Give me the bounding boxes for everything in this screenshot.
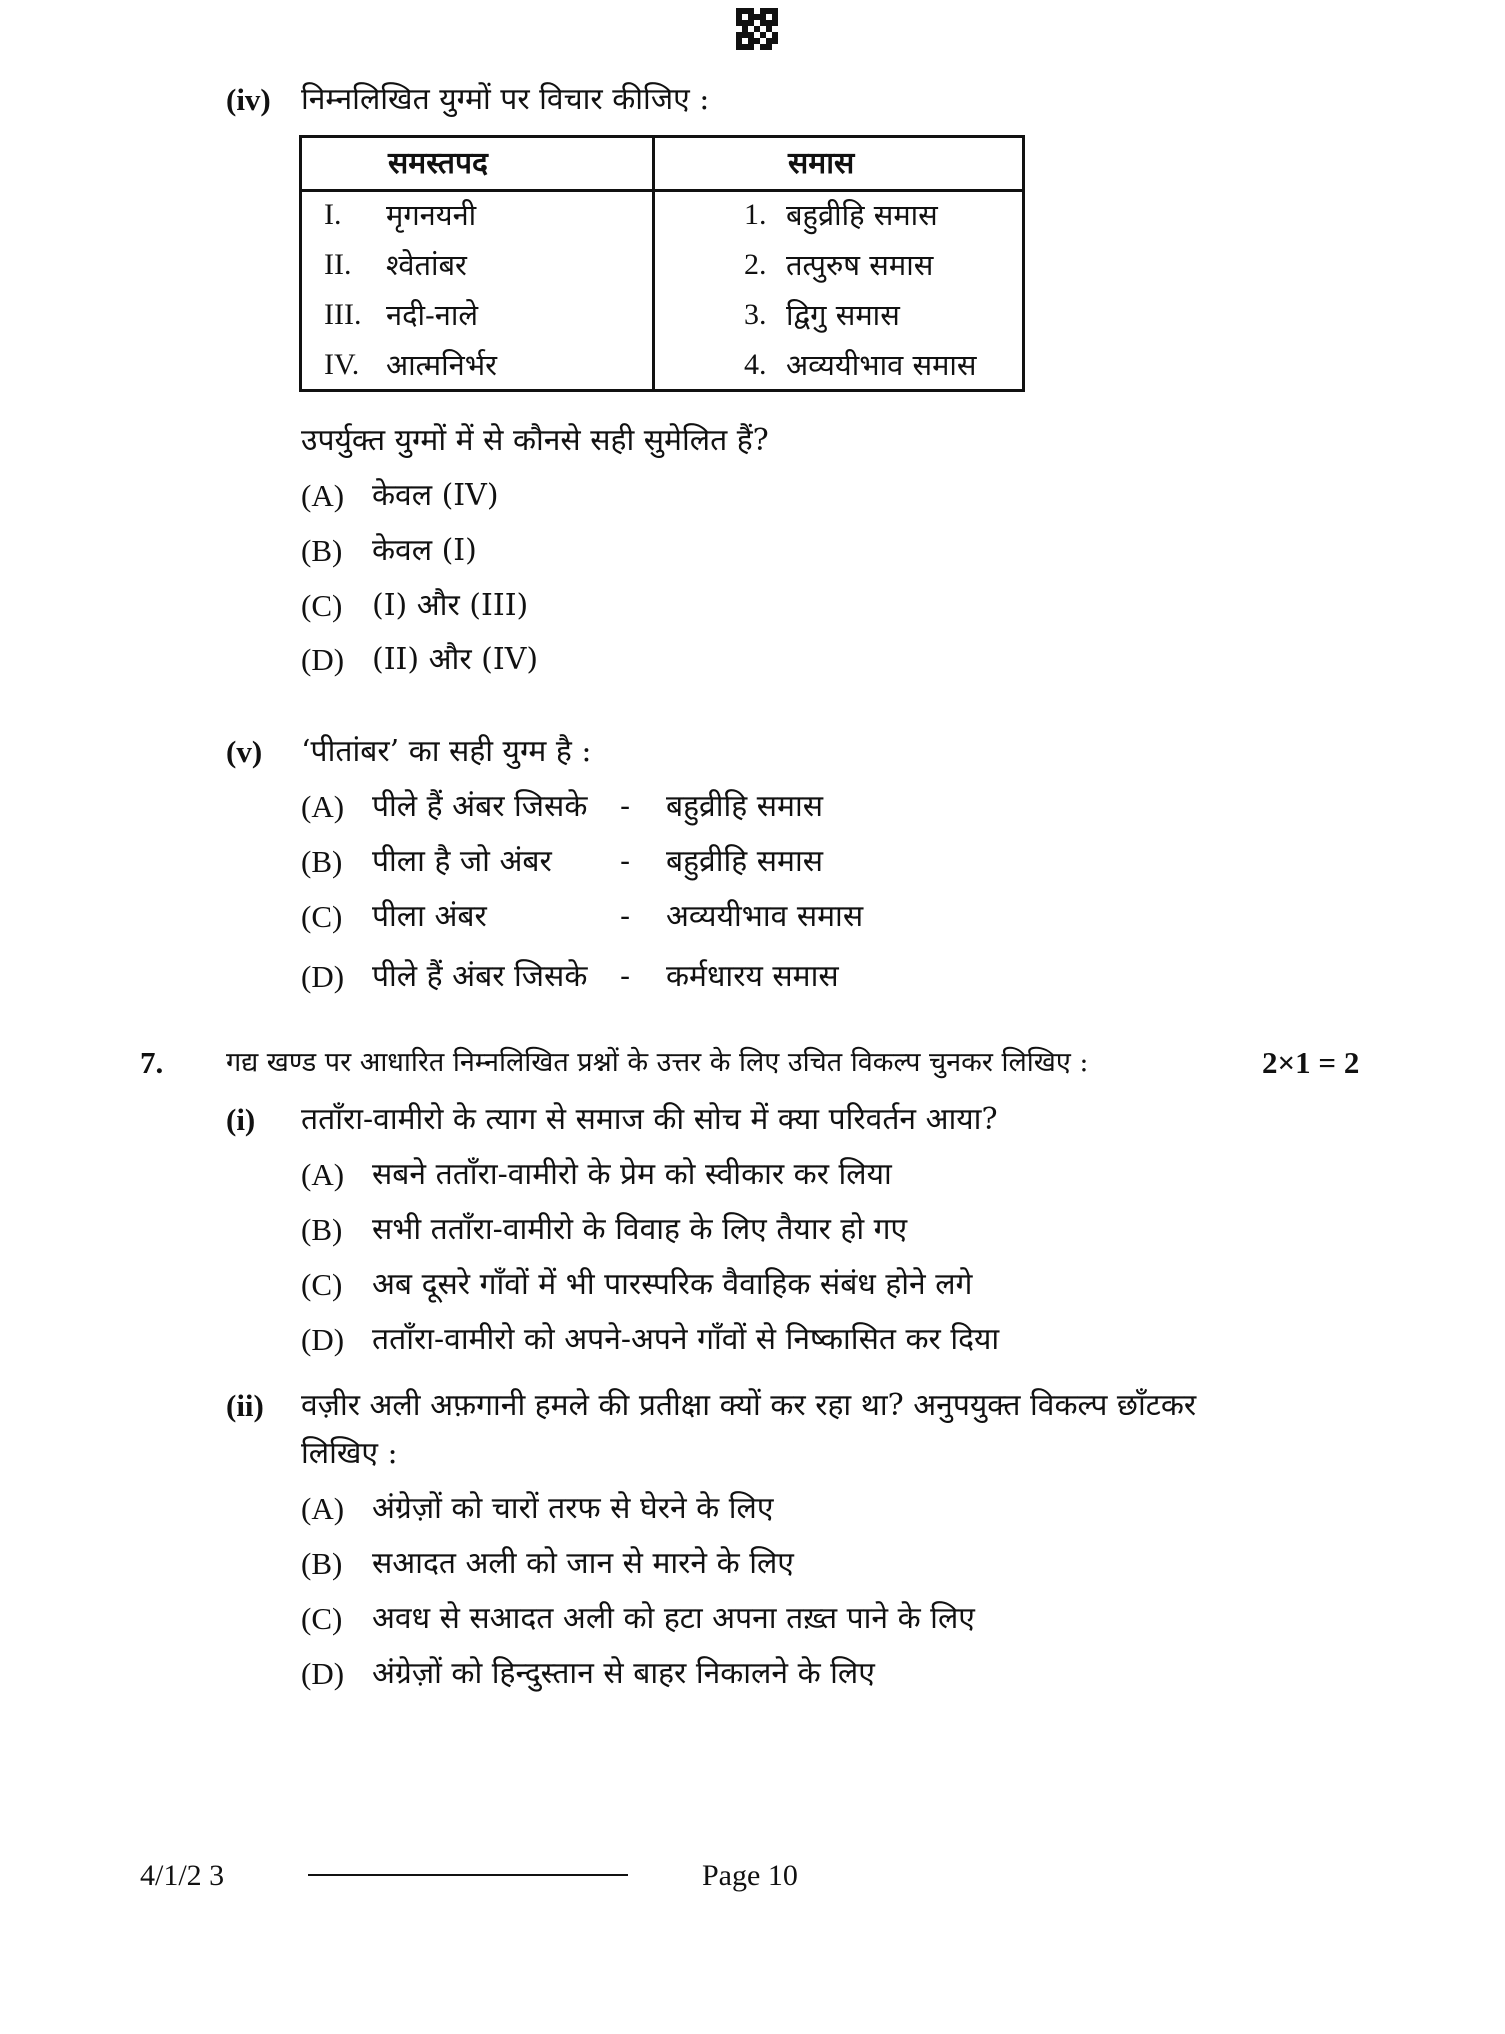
option-dash: -	[620, 959, 631, 994]
option-label: (D)	[301, 959, 345, 994]
option-left-text[interactable]: पीले हैं अंबर जिसके	[372, 959, 588, 994]
option-text[interactable]: सआदत अली को जान से मारने के लिए	[372, 1546, 794, 1581]
option-dash: -	[620, 844, 631, 879]
question-label-iv: (iv)	[226, 82, 271, 117]
table-row-samas: द्विगु समास	[786, 298, 900, 332]
table-row-num: 1.	[744, 198, 767, 231]
option-text[interactable]: अवध से सआदत अली को हटा अपना तख़्त पाने के लिए	[372, 1601, 975, 1636]
option-text[interactable]: (I) और (III)	[372, 588, 529, 623]
table-row-numeral: III.	[324, 298, 362, 331]
option-label: (A)	[301, 1157, 345, 1192]
option-text[interactable]: केवल (I)	[372, 533, 477, 568]
question-text-i: तताँरा-वामीरो के त्याग से समाज की सोच में क्या परिवर्तन आया?	[301, 1102, 998, 1137]
option-label: (D)	[301, 1656, 345, 1691]
table-row-term: श्वेतांबर	[386, 248, 467, 282]
option-label: (C)	[301, 1601, 343, 1636]
table-row-term: मृगनयनी	[386, 198, 477, 232]
question-number-7: 7.	[140, 1045, 164, 1080]
table-row-term: नदी-नाले	[386, 298, 479, 332]
option-text[interactable]: सभी तताँरा-वामीरो के विवाह के लिए तैयार हो गए	[372, 1212, 908, 1247]
option-left-text[interactable]: पीला है जो अंबर	[372, 844, 552, 879]
table-row-term: आत्मनिर्भर	[386, 348, 497, 382]
option-left-text[interactable]: पीले हैं अंबर जिसके	[372, 789, 588, 824]
option-text[interactable]: केवल (IV)	[372, 478, 499, 513]
option-left-text[interactable]: पीला अंबर	[372, 899, 487, 934]
table-divider	[652, 138, 655, 389]
option-label: (D)	[301, 1322, 345, 1357]
option-label: (A)	[301, 1491, 345, 1526]
marks-badge: 2×1 = 2	[1262, 1045, 1360, 1080]
option-dash: -	[620, 789, 631, 824]
table-row-samas: अव्ययीभाव समास	[786, 348, 977, 382]
question-label-i: (i)	[226, 1102, 256, 1137]
table-row-num: 2.	[744, 248, 767, 281]
option-label: (C)	[301, 1267, 343, 1302]
option-dash: -	[620, 899, 631, 934]
question-label-ii: (ii)	[226, 1388, 264, 1423]
page-number: Page 10	[702, 1859, 798, 1892]
footer-rule	[308, 1874, 628, 1876]
question-instruction-7: गद्य खण्ड पर आधारित निम्नलिखित प्रश्नों के उत्तर के लिए उचित विकल्प चुनकर लिखिए :	[226, 1047, 1089, 1078]
option-label: (B)	[301, 844, 343, 879]
option-label: (C)	[301, 588, 343, 623]
option-right-text: कर्मधारय समास	[666, 959, 839, 994]
question-label-v: (v)	[226, 734, 263, 769]
option-text[interactable]: अंग्रेज़ों को हिन्दुस्तान से बाहर निकालने के लिए	[372, 1656, 875, 1691]
question-text-iv: उपर्युक्त युग्मों में से कौनसे सही सुमेलित हैं?	[301, 423, 769, 458]
option-right-text: बहुव्रीहि समास	[666, 789, 824, 824]
option-label: (C)	[301, 899, 343, 934]
option-text[interactable]: अब दूसरे गाँवों में भी पारस्परिक वैवाहिक संबंध होने लगे	[372, 1267, 973, 1302]
question-prompt-v: ‘पीतांबर’ का सही युग्म है :	[301, 734, 592, 769]
table-row-samas: तत्पुरुष समास	[786, 248, 934, 282]
qr-code-icon	[736, 8, 778, 50]
option-text[interactable]: तताँरा-वामीरो को अपने-अपने गाँवों से निष्कासित कर दिया	[372, 1322, 1000, 1357]
table-row-numeral: I.	[324, 198, 342, 231]
option-text[interactable]: अंग्रेज़ों को चारों तरफ से घेरने के लिए	[372, 1491, 774, 1526]
question-prompt-iv: निम्नलिखित युग्मों पर विचार कीजिए :	[301, 82, 710, 117]
table-row-numeral: II.	[324, 248, 352, 281]
table-row-num: 4.	[744, 348, 767, 381]
table-header-rule	[302, 189, 1022, 192]
matching-table	[299, 135, 1025, 392]
option-right-text: बहुव्रीहि समास	[666, 844, 824, 879]
option-right-text: अव्ययीभाव समास	[666, 899, 864, 934]
option-label: (D)	[301, 642, 345, 677]
option-text[interactable]: (II) और (IV)	[372, 642, 539, 677]
table-row-num: 3.	[744, 298, 767, 331]
option-label: (B)	[301, 533, 343, 568]
option-text[interactable]: सबने तताँरा-वामीरो के प्रेम को स्वीकार कर लिया	[372, 1157, 892, 1192]
option-label: (A)	[301, 478, 345, 513]
table-row-samas: बहुव्रीहि समास	[786, 198, 938, 232]
option-label: (A)	[301, 789, 345, 824]
paper-code: 4/1/2 3	[140, 1859, 225, 1892]
option-label: (B)	[301, 1212, 343, 1247]
table-header-samastapad: समस्तपद	[388, 146, 488, 181]
question-text-ii-line2: लिखिए :	[301, 1436, 398, 1471]
question-text-ii-line1: वज़ीर अली अफ़गानी हमले की प्रतीक्षा क्यों कर रहा था? अनुपयुक्त विकल्प छाँटकर	[301, 1388, 1197, 1423]
table-header-samas: समास	[788, 146, 855, 181]
option-label: (B)	[301, 1546, 343, 1581]
table-row-numeral: IV.	[324, 348, 360, 381]
